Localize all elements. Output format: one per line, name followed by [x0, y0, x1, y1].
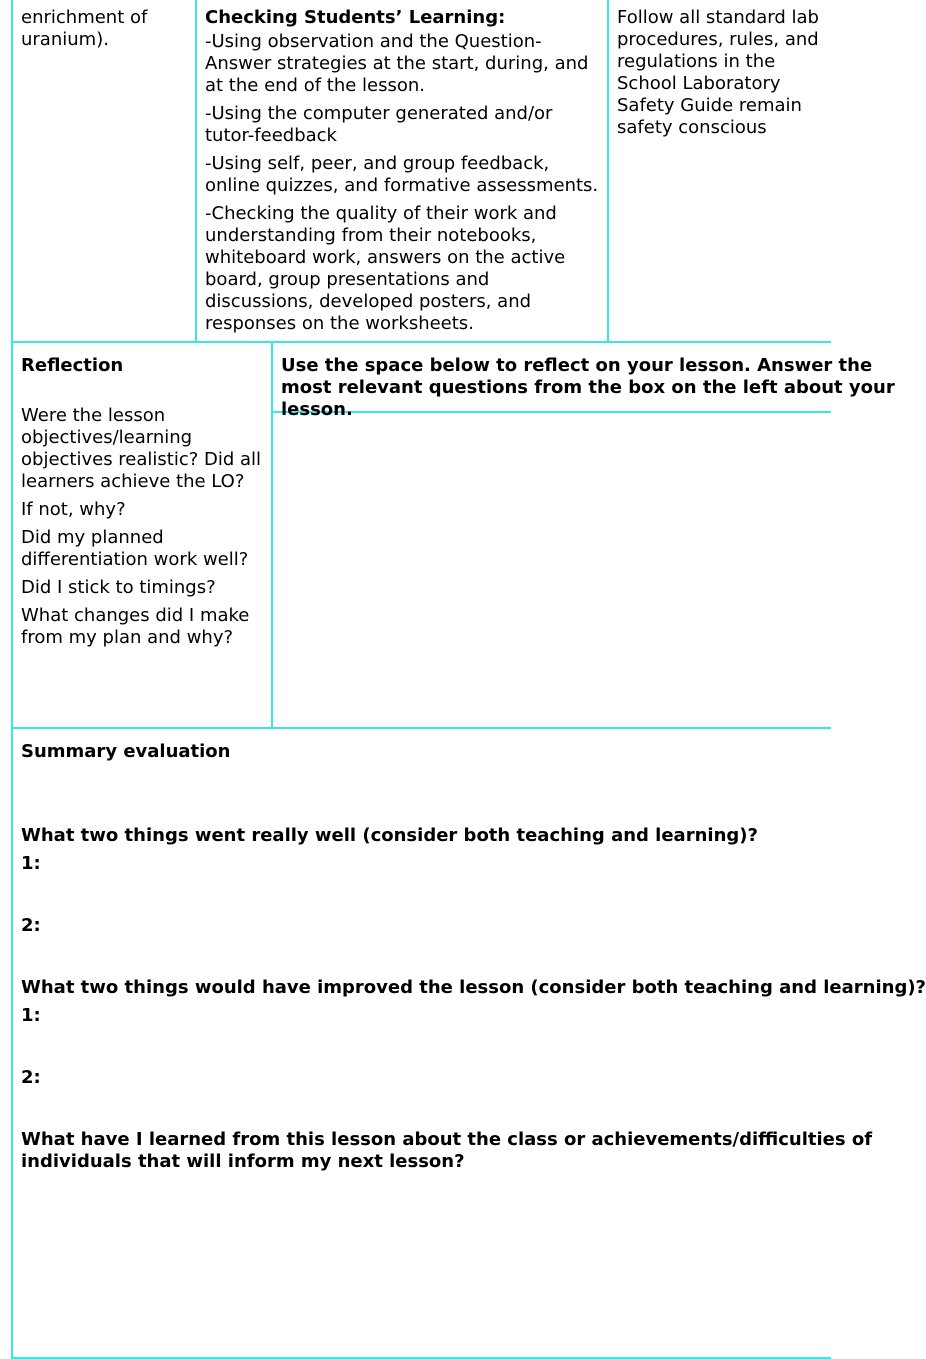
reflection-heading: Reflection: [21, 355, 124, 376]
improved-item-2: 2:: [21, 1067, 41, 1088]
went-well-question: What two things went really well (consider both teaching and learning)?: [21, 825, 758, 846]
summary-section: [11, 727, 926, 1359]
went-well-item-2: 2:: [21, 915, 41, 936]
top-row-col2: [195, 0, 608, 342]
improved-question: What two things would have improved the lesson (consider both teaching and learning)?: [21, 977, 926, 998]
reflection-instruction: Use the space below to reflect on your lesson. Answer the most relevant questions from the box on the left about your lesson.: [281, 355, 895, 420]
reflection-question: Did my planned differentiation work well?: [21, 527, 249, 570]
reflection-question: Were the lesson objectives/learning objectives realistic? Did all learners achieve the LO?: [21, 405, 262, 492]
improved-item-1: 1:: [21, 1005, 41, 1026]
checking-item: -Using observation and the Question-Answer strategies at the start, during, and at the end of the lesson.: [205, 31, 589, 96]
checking-item: -Using the computer generated and/or tutor-feedback: [205, 103, 553, 146]
checking-learning-heading: Checking Students’ Learning:: [205, 7, 506, 28]
reflection-question: Did I stick to timings?: [21, 577, 216, 598]
reflection-question: What changes did I make from my plan and why?: [21, 605, 250, 648]
reflection-answer-area[interactable]: [271, 411, 831, 728]
summary-heading: Summary evaluation: [21, 741, 231, 762]
col1-text: enrichment of uranium).: [21, 7, 148, 50]
checking-item: -Checking the quality of their work and understanding from their notebooks, whiteboard work, answers on the active board, group presentations and discussions, developed posters, and responses on the worksheets.: [205, 203, 566, 334]
top-row-col3: [607, 0, 847, 342]
went-well-item-1: 1:: [21, 853, 41, 874]
top-row-col1: [11, 0, 196, 342]
safety-text: Follow all standard lab procedures, rules, and regulations in the School Laboratory Safety Guide remain safety conscious: [617, 7, 819, 138]
reflection-heading-cell: [11, 341, 272, 728]
reflection-questions: [21, 405, 264, 649]
reflection-question: If not, why?: [21, 499, 126, 520]
learned-question: What have I learned from this lesson about the class or achievements/difficulties of individuals that will inform my next lesson?: [21, 1129, 873, 1172]
reflection-instruction-cell: [271, 341, 895, 420]
checking-item: -Using self, peer, and group feedback, online quizzes, and formative assessments.: [205, 153, 599, 196]
